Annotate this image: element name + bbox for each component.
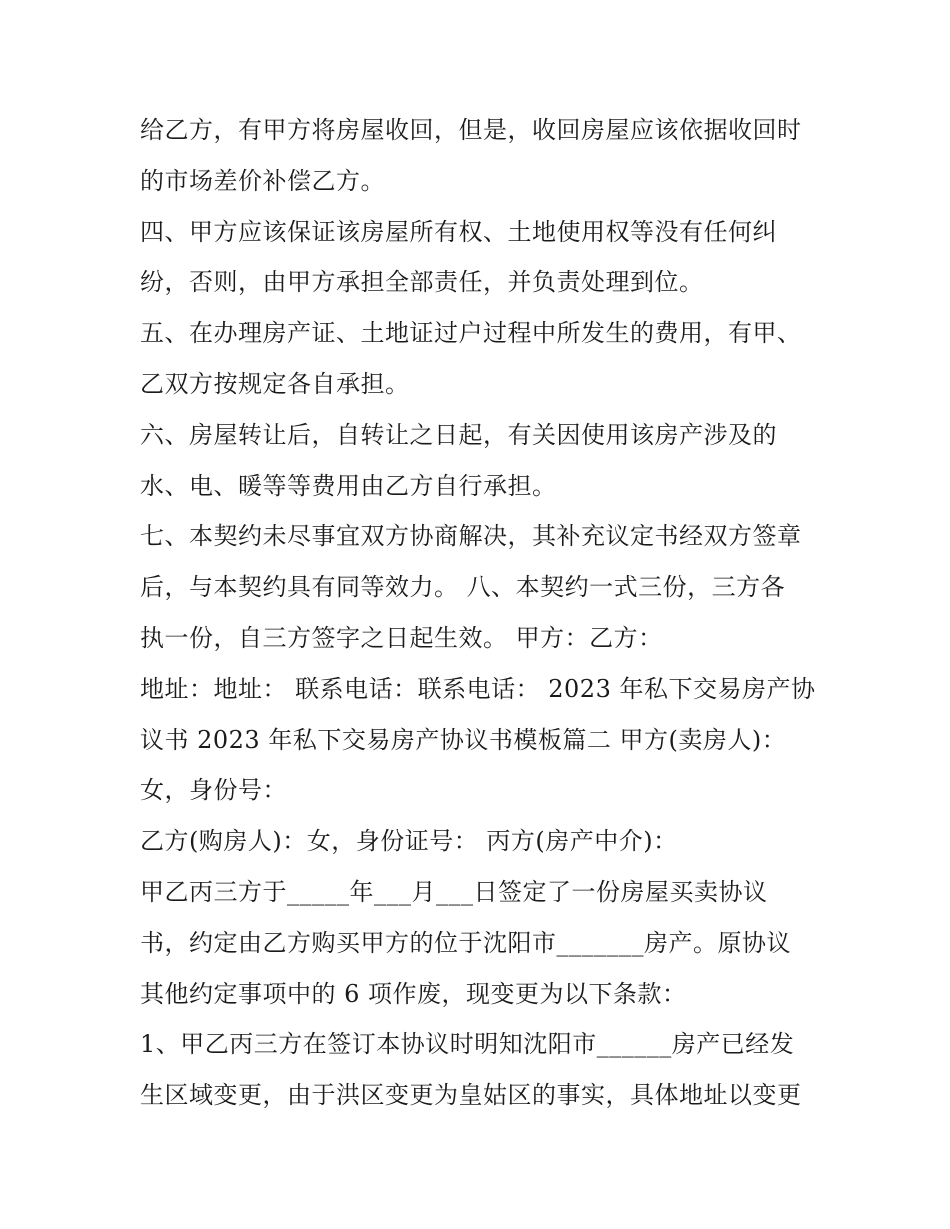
text-line: 给乙方，有甲方将房屋收回，但是，收回房屋应该依据收回时 (140, 116, 802, 144)
text-line: 乙方(购房人)：女，身份证号： 丙方(房产中介)： (140, 827, 678, 856)
text-line: 乙双方按规定各自承担。 (140, 369, 410, 398)
text-line: 纷，否则，由甲方承担全部责任，并负责处理到位。 (140, 268, 704, 297)
text-line: 执一份，自三方签字之日起生效。 甲方：乙方： (140, 623, 663, 652)
text-line: 甲乙丙三方于_____年___月___日签定了一份房屋买卖协议 (140, 877, 768, 906)
text-line: 的市场差价补偿乙方。 (140, 166, 385, 195)
text-line: 后，与本契约具有同等效力。 八、本契约一式三份，三方各 (140, 573, 786, 602)
text-line: 地址：地址： 联系电话：联系电话： 2023 年私下交易房产协 (140, 674, 816, 703)
text-line: 六、房屋转让后，自转让之日起，有关因使用该房产涉及的 (140, 420, 777, 449)
text-line: 生区域变更，由于洪区变更为皇姑区的事实，具体地址以变更 (140, 1081, 802, 1110)
text-line: 水、电、暖等等费用由乙方自行承担。 (140, 471, 557, 500)
text-line: 1、甲乙丙三方在签订本协议时明知沈阳市______房产已经发 (140, 1030, 795, 1059)
text-line: 其他约定事项中的 6 项作废，现变更为以下条款： (140, 979, 687, 1008)
text-line: 书，约定由乙方购买甲方的位于沈阳市_______房产。原协议 (140, 928, 791, 957)
text-line: 七、本契约未尽事宜双方协商解决，其补充议定书经双方签章 (140, 522, 802, 551)
text-line: 四、甲方应该保证该房屋所有权、土地使用权等没有任何纠 (140, 217, 777, 246)
document-body (140, 105, 840, 1121)
text-line: 女，身份号： (140, 776, 287, 805)
text-line: 五、在办理房产证、土地证过户过程中所发生的费用，有甲、 (140, 319, 802, 348)
text-line: 议书 2023 年私下交易房产协议书模板篇二 甲方(卖房人)： (140, 725, 787, 754)
